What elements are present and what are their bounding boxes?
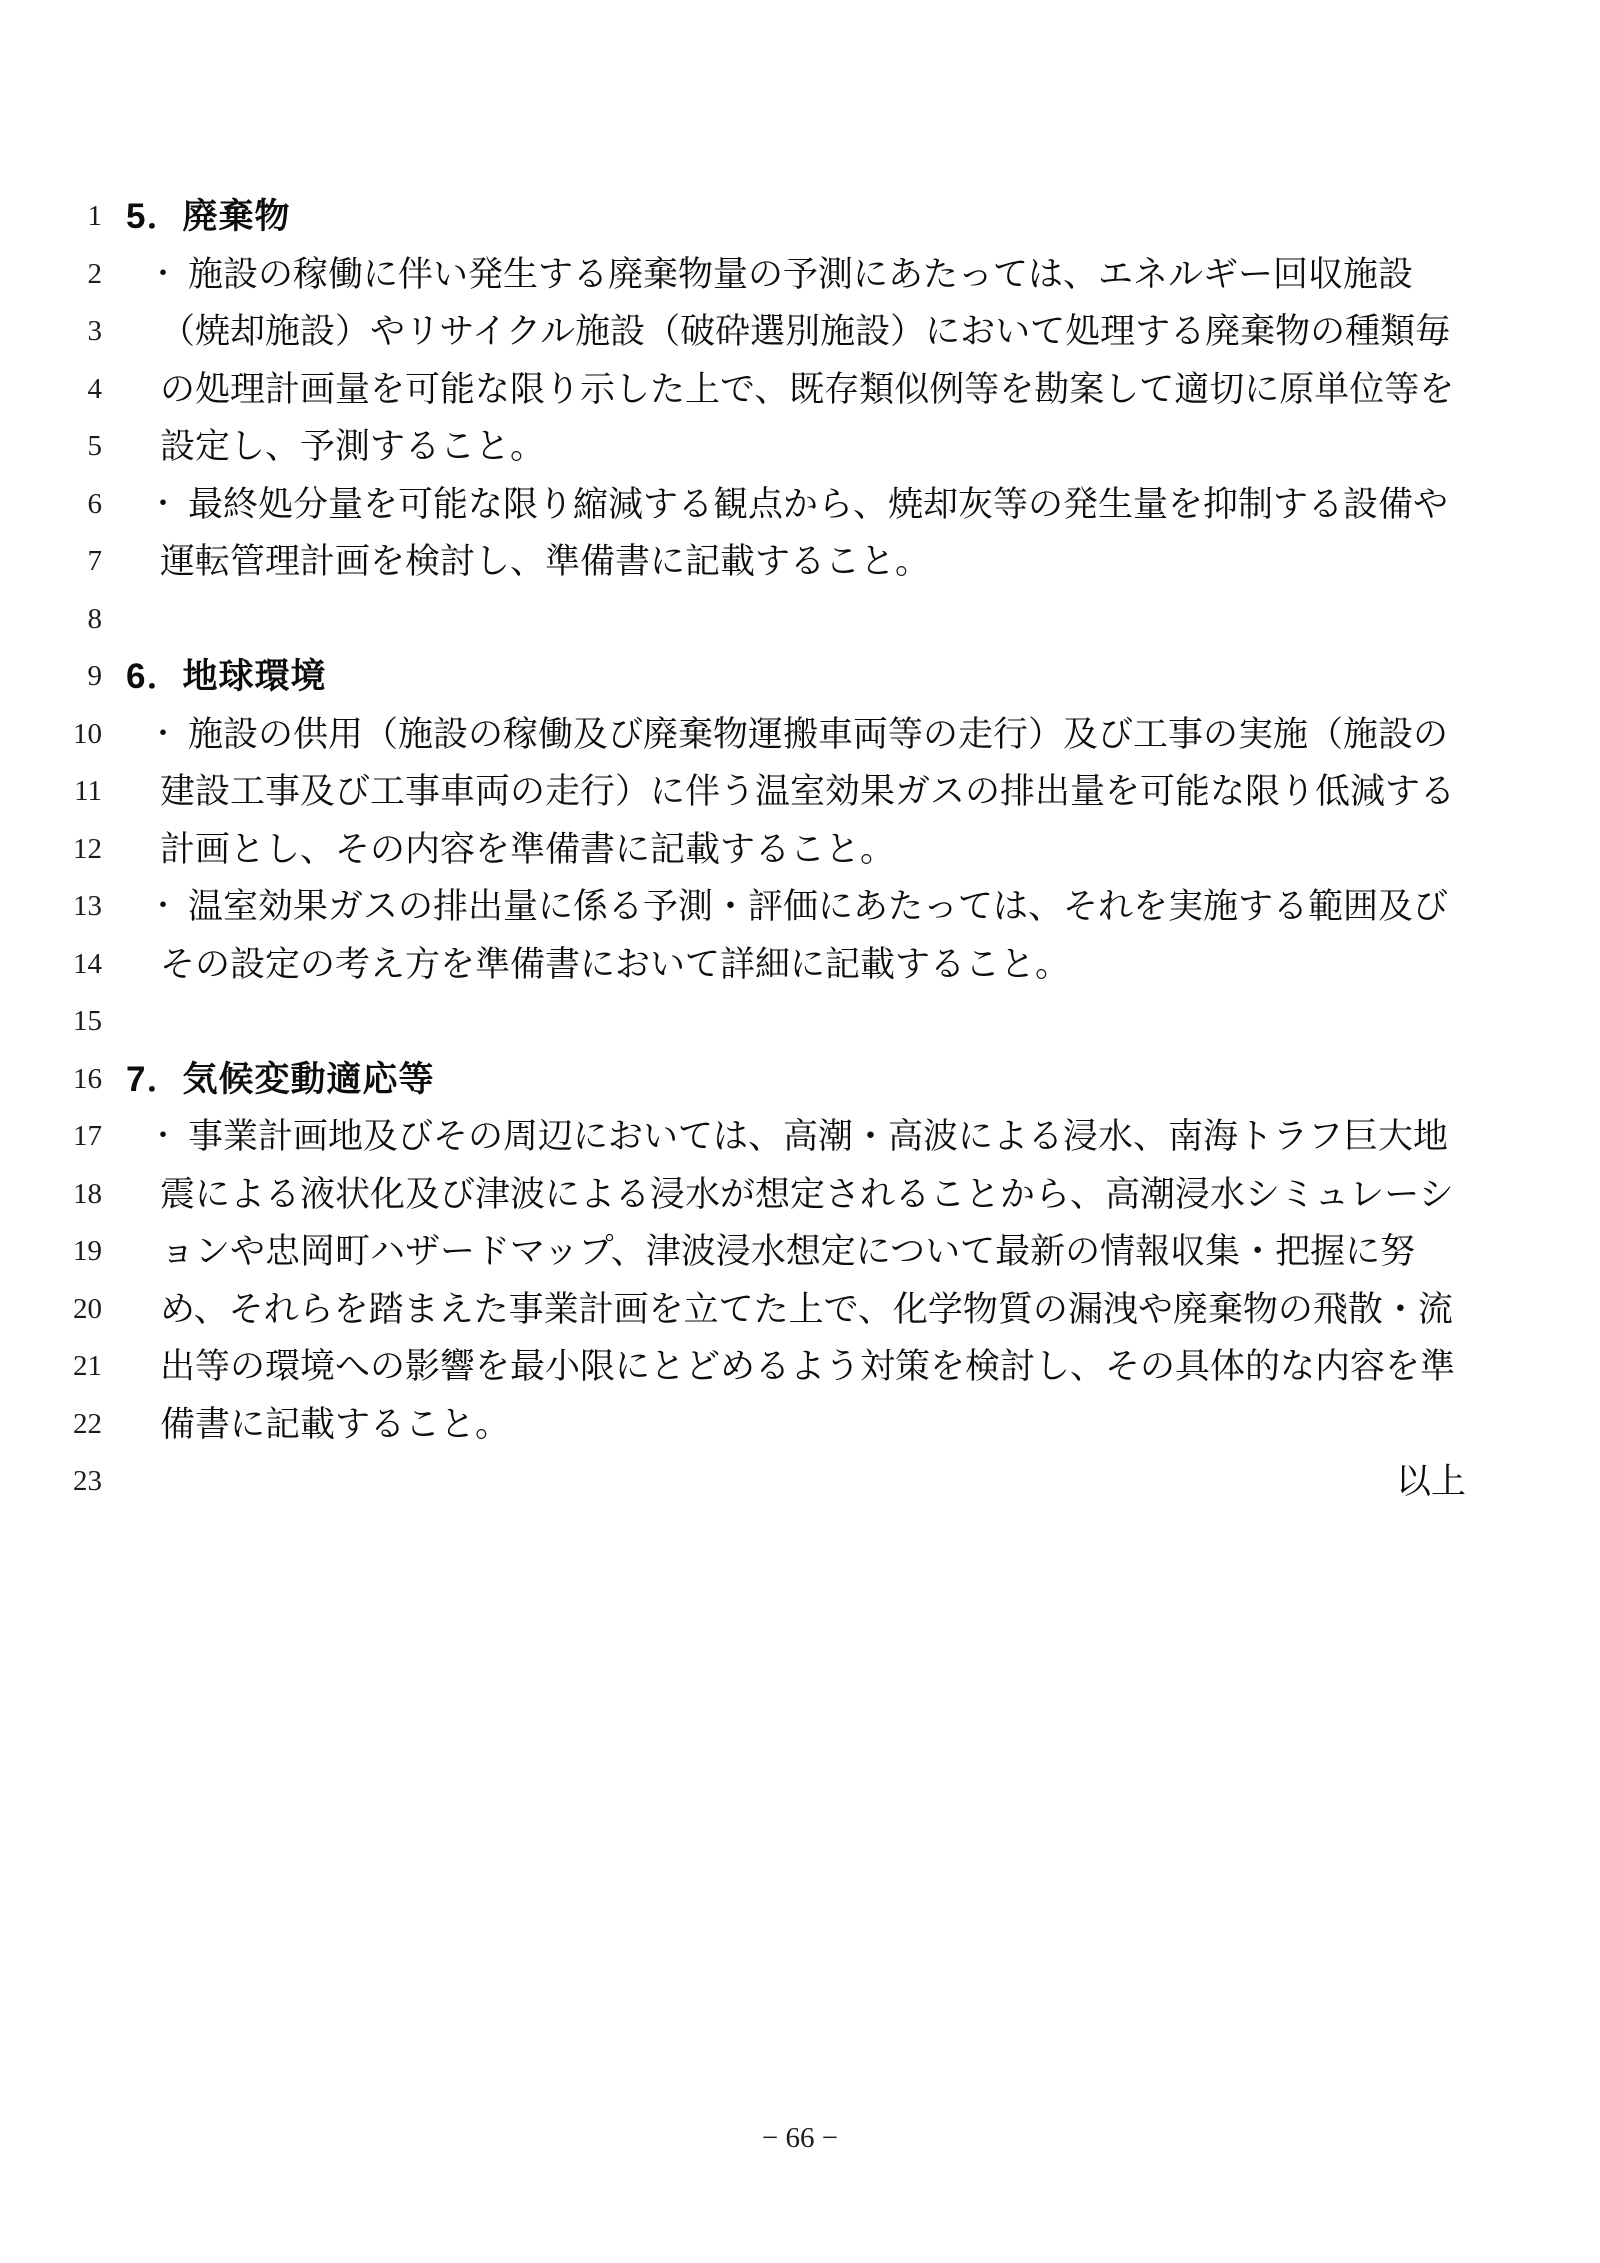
line-text-content: 出等の環境への影響を最小限にとどめるよう対策を検討し、その具体的な内容を準: [160, 1347, 1456, 1387]
line-row: [0, 1281, 1600, 1339]
line-number: 20: [73, 1292, 102, 1325]
line-text: [126, 1347, 1466, 1387]
line-text: [126, 197, 1466, 237]
bullet-icon: ・: [148, 890, 178, 924]
line-text-content: 以上: [1395, 1462, 1466, 1502]
line-row: [0, 993, 1600, 1051]
line-text-content: ョンや忠岡町ハザードマップ、津波浸水想定について最新の情報収集・把握に努: [160, 1232, 1416, 1272]
line-text-content: 7．気候変動適応等: [126, 1059, 435, 1099]
line-text-content: 施設の稼働に伴い発生する廃棄物量の予測にあたっては、エネルギー回収施設: [188, 254, 1414, 294]
line-number: 5: [87, 430, 102, 463]
line-number: 21: [73, 1350, 102, 1383]
bullet-icon: ・: [148, 257, 178, 291]
line-row: [0, 1396, 1600, 1454]
line-row: [0, 648, 1600, 706]
line-row: [0, 1166, 1600, 1224]
line-text-content: 事業計画地及びその周辺においては、高潮・高波による浸水、南海トラフ巨大地: [188, 1117, 1449, 1157]
line-number: 10: [73, 717, 102, 750]
line-row: [0, 1338, 1600, 1396]
bullet-icon: ・: [148, 487, 178, 521]
line-row: [0, 476, 1600, 534]
line-text-content: （焼却施設）やリサイクル施設（破砕選別施設）において処理する廃棄物の種類毎: [160, 312, 1451, 352]
line-text: [126, 312, 1466, 352]
line-text: [126, 1462, 1466, 1502]
line-text-content: 最終処分量を可能な限り縮減する観点から、焼却灰等の発生量を抑制する設備や: [188, 484, 1449, 524]
page-number-footer: − 66 −: [761, 2122, 839, 2154]
line-number: 13: [73, 890, 102, 923]
line-number: 8: [87, 602, 102, 635]
line-text-content: その設定の考え方を準備書において詳細に記載すること。: [160, 944, 1071, 984]
line-text-content: 設定し、予測すること。: [160, 427, 546, 467]
line-text: [126, 1232, 1466, 1272]
line-number: 18: [73, 1177, 102, 1210]
line-number: 17: [73, 1120, 102, 1153]
line-row: [0, 246, 1600, 304]
bullet-icon: ・: [148, 1120, 178, 1154]
line-text: [126, 944, 1466, 984]
line-number: 4: [87, 372, 102, 405]
line-text: [126, 772, 1466, 812]
document-body: [0, 188, 1600, 1511]
line-text-content: 5．廃棄物: [126, 197, 291, 237]
line-number: 12: [73, 832, 102, 865]
line-row: [0, 763, 1600, 821]
line-row: [0, 188, 1600, 246]
line-text: [126, 254, 1466, 294]
line-number: 14: [73, 947, 102, 980]
line-text: [126, 542, 1466, 582]
line-text-content: 備書に記載すること。: [160, 1404, 511, 1444]
line-text: [126, 887, 1466, 927]
line-row: [0, 821, 1600, 879]
line-row: [0, 533, 1600, 591]
line-text: [126, 1289, 1466, 1329]
line-row: [0, 591, 1600, 649]
line-row: [0, 936, 1600, 994]
line-text: [126, 1117, 1466, 1157]
line-text: [126, 484, 1466, 524]
line-row: [0, 1051, 1600, 1109]
line-text-content: 計画とし、その内容を準備書に記載すること。: [160, 829, 896, 869]
line-number: 22: [73, 1407, 102, 1440]
line-text-content: 温室効果ガスの排出量に係る予測・評価にあたっては、それを実施する範囲及び: [188, 887, 1449, 927]
line-row: [0, 878, 1600, 936]
line-number: 16: [73, 1062, 102, 1095]
line-text: [126, 657, 1466, 697]
line-number: 2: [87, 257, 102, 290]
line-text: [126, 1404, 1466, 1444]
line-number: 9: [87, 660, 102, 693]
line-text-content: め、それらを踏まえた事業計画を立てた上で、化学物質の漏洩や廃棄物の飛散・流: [160, 1289, 1453, 1329]
line-number: 7: [87, 545, 102, 578]
line-text-content: 6．地球環境: [126, 657, 327, 697]
line-number: 6: [87, 487, 102, 520]
line-number: 1: [87, 200, 102, 233]
line-text: [126, 369, 1466, 409]
line-row: [0, 418, 1600, 476]
line-number: 15: [73, 1005, 102, 1038]
line-row: [0, 361, 1600, 419]
line-text-content: 建設工事及び工事車両の走行）に伴う温室効果ガスの排出量を可能な限り低減する: [160, 772, 1456, 812]
line-row: [0, 1223, 1600, 1281]
line-row: [0, 303, 1600, 361]
line-number: 11: [74, 775, 102, 808]
line-text-content: の処理計画量を可能な限り示した上で、既存類似例等を勘案して適切に原単位等を: [160, 369, 1455, 409]
bullet-icon: ・: [148, 717, 178, 751]
line-text-content: 施設の供用（施設の稼働及び廃棄物運搬車両等の走行）及び工事の実施（施設の: [188, 714, 1449, 754]
line-text-content: 震による液状化及び津波による浸水が想定されることから、高潮浸水シミュレーシ: [160, 1174, 1454, 1214]
line-text: [126, 427, 1466, 467]
line-text-content: 運転管理計画を検討し、準備書に記載すること。: [160, 542, 931, 582]
line-text: [126, 829, 1466, 869]
line-text: [126, 714, 1466, 754]
line-row: [0, 1108, 1600, 1166]
line-row: [0, 1453, 1600, 1511]
line-number: 3: [87, 315, 102, 348]
line-text: [126, 1174, 1466, 1214]
line-text: [126, 1059, 1466, 1099]
line-number: 23: [73, 1465, 102, 1498]
line-row: [0, 706, 1600, 764]
line-number: 19: [73, 1235, 102, 1268]
